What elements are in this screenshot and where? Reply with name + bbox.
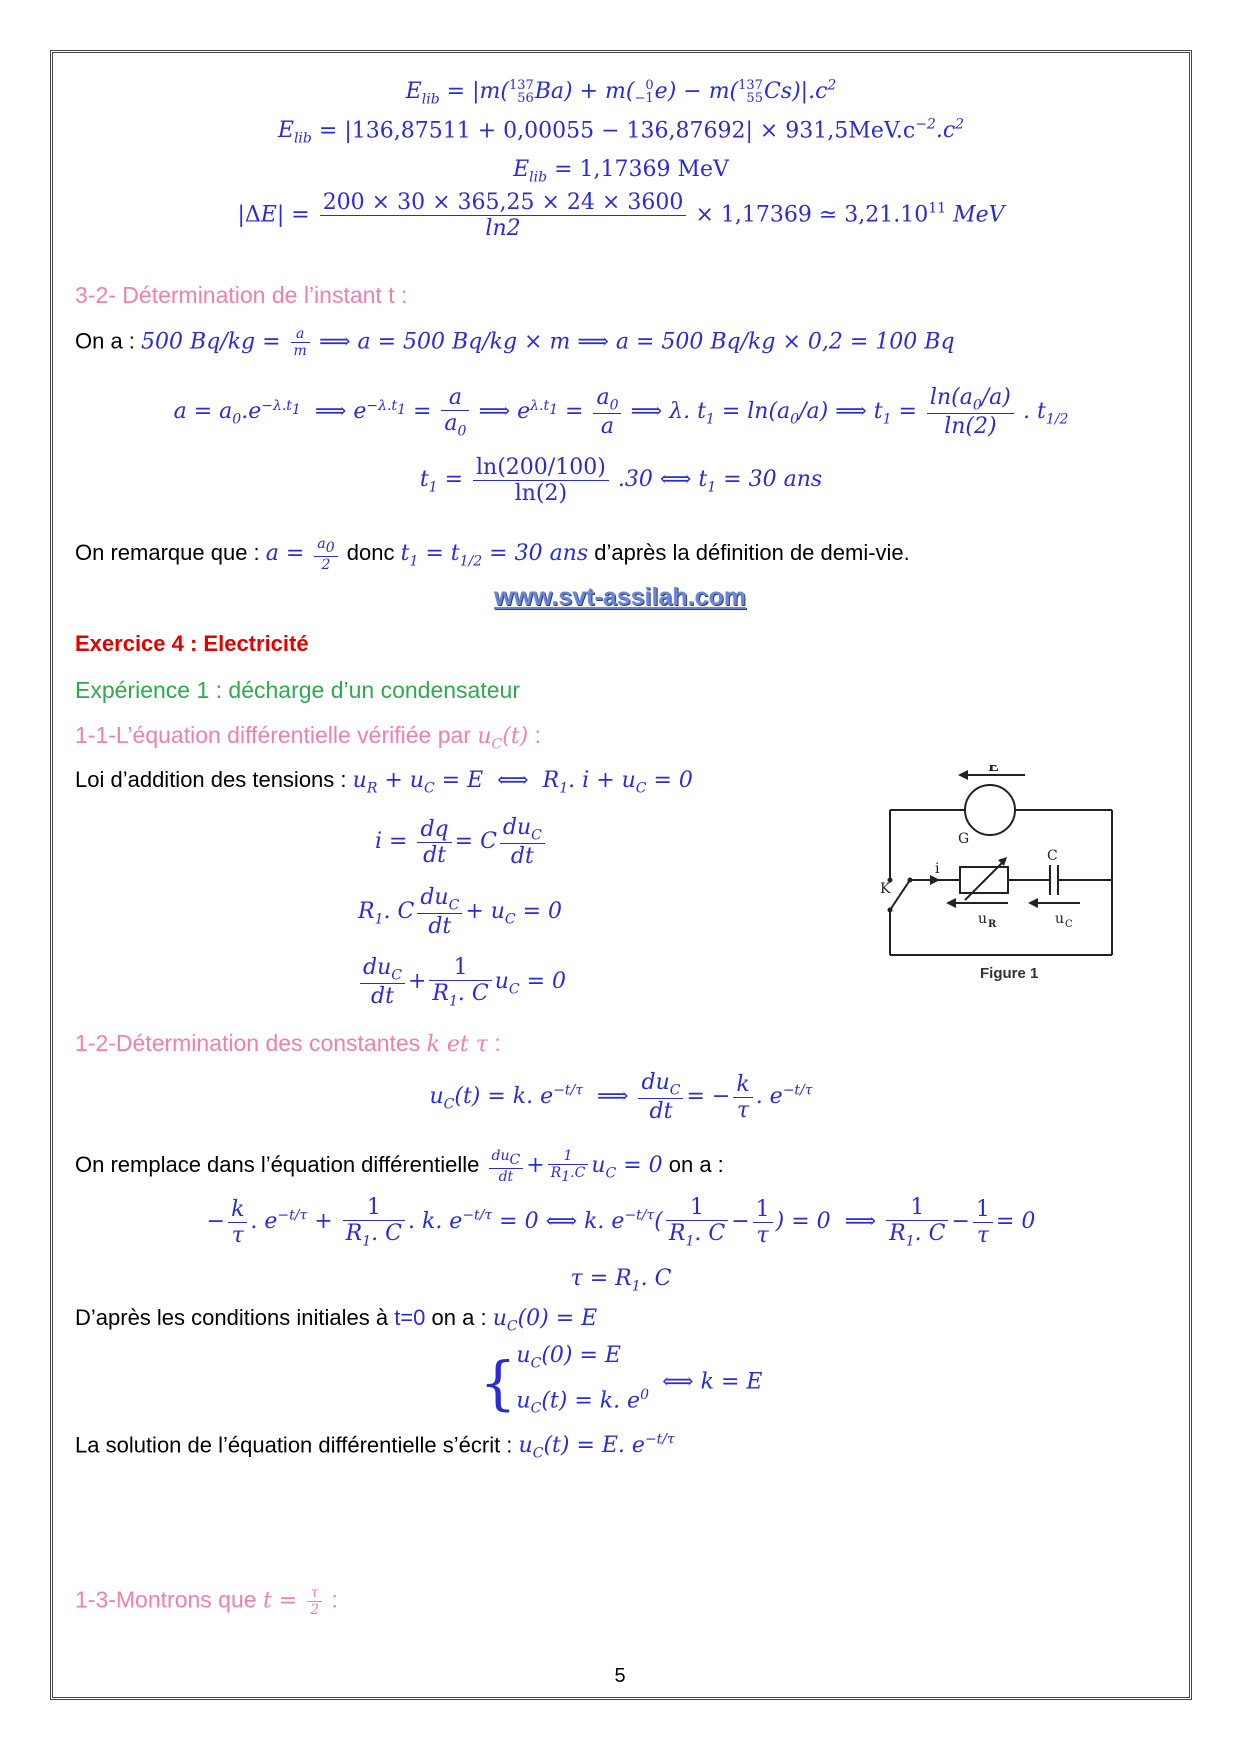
equation-substitution: − $\frac{k}{\tau}$ . $e^{-t/\tau}$ + $\frac{1}{R_1. C}$ . k. $e^{-t/\tau} = 0$ ⟺ k. $e^{-t/\tau}$( $\frac{1}{R_1. C}$ − $\frac{1}{\tau}$ ) = 0 ⟹ $\frac{1}{R_1. C}$ − $\frac{1}{\tau}$ = 0	[206, 1195, 1036, 1250]
equation-delta-e: |ΔE| = $\frac{200 \times 30 \times 365,25 \times 24 \times 3600}{\ln 2}$ × 1,17369 ≃ 3,21.10$^{11}$ MeV	[237, 190, 1005, 241]
page-number: 5	[614, 1665, 626, 1687]
circuit-figure	[880, 765, 1130, 985]
tension-law-line: Loi d’addition des tensions : $u_R + u_C = E$ ⟺ $R_1$. $i + u_C = 0$	[75, 767, 693, 797]
replace-line: On remplace dans l’équation différentielle $\frac{du_C}{dt}$ + $\frac{1}{R_1.C}$ $u_C = 0$ on a :	[75, 1148, 724, 1185]
label-k: K	[880, 881, 891, 897]
circuit-diagram	[880, 765, 1130, 965]
equation-elib-masses: $E_{lib} = |m$( 137 56 Ba) + m( 0 −1 e) − m( 137 55 $Cs)|.c^2$	[405, 78, 837, 108]
section-1-2-heading: 1-2-Détermination des constantes k et τ :	[75, 1030, 501, 1057]
figure-caption: Figure 1	[980, 965, 1039, 982]
label-i: i	[935, 861, 940, 877]
equation-elib-result: $E_{lib} = 1,17369$ MeV	[513, 157, 729, 186]
solution-line: La solution de l’équation différentielle s’écrit : $u_C(t) = E$. $e^{-t/\tau}$	[75, 1432, 675, 1462]
label-uc: u	[1055, 911, 1065, 927]
label-g: G	[958, 831, 970, 847]
experience-1-heading: Expérience 1 : décharge d’un condensateur	[75, 677, 520, 703]
equation-system: { $u_C(0) = E$ $u_C(t) = k$. $e^0$ ⟺ k = E	[479, 1343, 763, 1418]
section-1-1-heading: 1-1-L’équation différentielle vérifiée par $u_C(t)$ :	[75, 722, 542, 753]
svg-text:R: R	[988, 919, 997, 930]
section-1-3-heading: 1-3-Montrons que t = $\frac{\tau}{2}$ :	[75, 1585, 338, 1618]
equation-tau: $\tau = R_1$. C	[570, 1266, 672, 1295]
equation-solution-form: $u_C(t) = k$. $e^{-t/\tau}$ ⟹ $\frac{du_C}{dt}$ = − $\frac{k}{\tau}$ . $e^{-t/\tau}$	[429, 1070, 813, 1125]
exercise-4-heading: Exercice 4 : Electricité	[75, 631, 309, 656]
label-c: C	[1047, 848, 1058, 864]
remark-line: On remarque que : a = $\frac{a_0}{2}$ donc $t_1 = t_{1/2} = 30$ ans d’après la définition de demi-vie.	[75, 536, 910, 573]
equation-rc: $R_1$. C $\frac{du_C}{dt}$ + $u_C = 0$	[358, 885, 563, 940]
equation-differential: $\frac{du_C}{dt}$ + $\frac{1}{R_1. C}$ $u_C = 0$	[357, 955, 566, 1009]
svg-text:C: C	[1065, 919, 1073, 930]
equation-t1-result: $t_1$ = $\frac{\ln(200/100)}{\ln(2)}$ .30 ⟺ $t_1 = 30$ ans	[419, 455, 823, 506]
website-link[interactable]: www.svt-assilah.com	[494, 583, 746, 611]
section-3-2-heading: 3-2- Détermination de l’instant t :	[75, 282, 408, 308]
equation-current: i = $\frac{dq}{dt}$ = C $\frac{du_C}{dt}$	[375, 815, 548, 869]
equation-decay-law: $a = a_0.e^{-\lambda.t_1}$ ⟹ $e^{-\lambda.t_1}$ = $\frac{a}{a_0}$ ⟹ $e^{\lambda.t_1}$ = $\frac{a_0}{a}$ ⟹ λ. $t_1 = \ln(a_0/a)$ ⟹ $t_1$ = $\frac{\ln(a_0/a)}{\ln(2)}$ . $t_{1/2}$	[173, 385, 1069, 440]
label-e: E	[988, 765, 999, 775]
equation-elib-numeric: $E_{lib} = |136,87511 + 0,00055 - 136,87692| \times 931,5MeV.c^{-2}.c^2$	[277, 117, 965, 147]
initial-conditions-line: D’après les conditions initiales à t=0 on a : $u_C(0) = E$	[75, 1305, 598, 1335]
activity-line: On a : 500 Bq/kg = $\frac{a}{m}$ ⟹ a = 500 Bq/kg × m ⟹ a = 500 Bq/kg × 0,2 = 100 Bq	[75, 326, 955, 359]
label-ur: u	[978, 911, 988, 927]
